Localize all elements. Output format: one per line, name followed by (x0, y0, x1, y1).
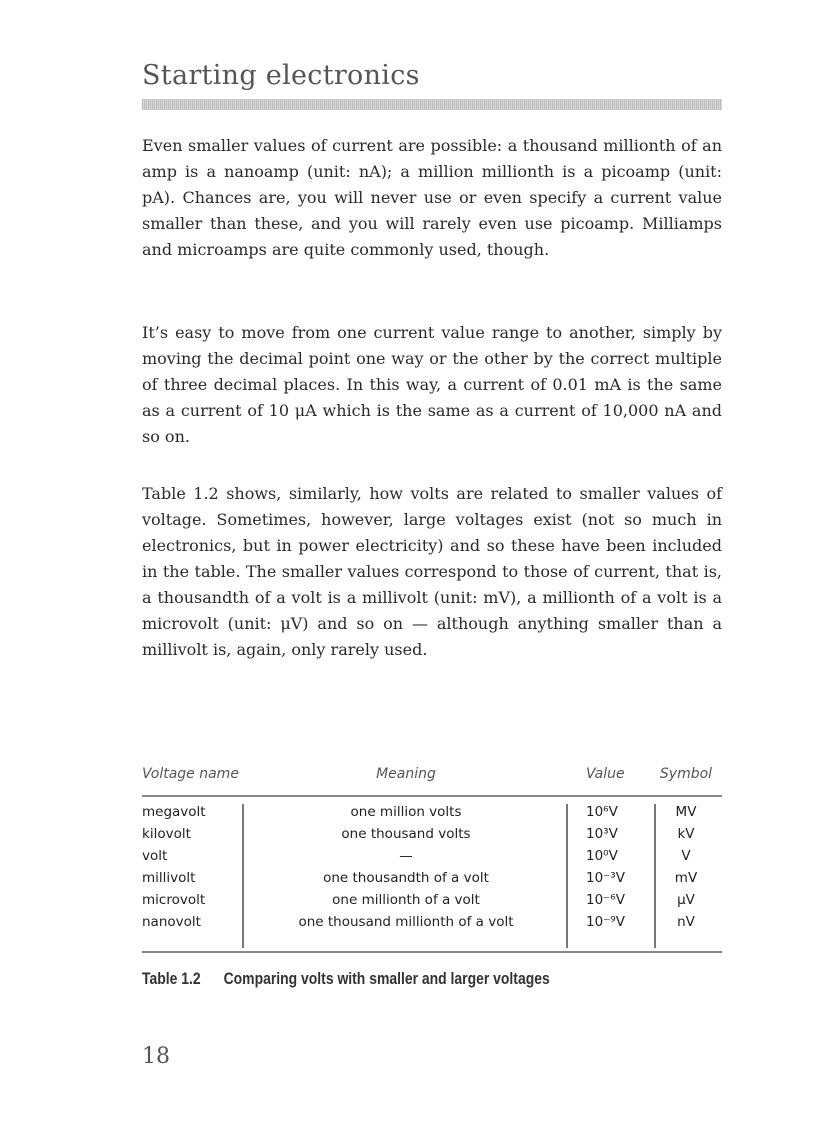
cell-meaning: one thousand volts (341, 826, 471, 842)
voltage-table (142, 766, 722, 930)
table-caption (142, 969, 550, 989)
paragraph-3: Table 1.2 shows, similarly, how volts are related to smaller values of voltage. Sometimes, however, large voltages exist (not so much in electronics, but in power electricity) and so these have been included in the table. The smaller values correspond to those of current, that is, a thousandth of a volt is a millivolt (unit: mV), a millionth of a volt is a microvolt (unit: μV) and so on — although anything smaller than a millivolt is, again, only rarely used. (142, 484, 722, 659)
table-header (142, 766, 722, 790)
header-value: Value (586, 766, 625, 782)
cell-voltage-name: nanovolt (142, 914, 201, 930)
table-rule-top (142, 795, 722, 797)
cell-meaning: one millionth of a volt (332, 892, 480, 908)
table-row (142, 870, 722, 892)
cell-voltage-name: kilovolt (142, 826, 191, 842)
header-rule (142, 99, 722, 110)
cell-meaning: one thousandth of a volt (323, 870, 489, 886)
cell-voltage-name: megavolt (142, 804, 206, 820)
table-row (142, 892, 722, 914)
cell-meaning: one million volts (350, 804, 462, 820)
cell-value: 10⁰V (586, 848, 618, 864)
page-number: 18 (142, 1044, 170, 1069)
cell-meaning: one thousand millionth of a volt (298, 914, 514, 930)
cell-value: 10⁻³V (586, 870, 625, 886)
table-body (142, 804, 722, 951)
caption-text: Comparing volts with smaller and larger voltages (223, 969, 550, 988)
cell-meaning: — (399, 848, 413, 864)
table-row (142, 914, 722, 936)
cell-symbol: μV (677, 892, 695, 908)
cell-symbol: mV (674, 870, 698, 886)
table-row (142, 804, 722, 826)
header-symbol: Symbol (659, 766, 713, 782)
cell-voltage-name: volt (142, 848, 168, 864)
cell-voltage-name: microvolt (142, 892, 206, 908)
cell-value: 10⁻⁹V (586, 914, 625, 930)
cell-voltage-name: millivolt (142, 870, 196, 886)
table-rule-bottom (142, 951, 722, 953)
cell-symbol: kV (677, 826, 695, 842)
header-meaning: Meaning (376, 766, 436, 782)
table-row (142, 826, 722, 848)
cell-value: 10⁶V (586, 804, 618, 820)
cell-value: 10⁻⁶V (586, 892, 625, 908)
cell-symbol: nV (677, 914, 695, 930)
cell-symbol: MV (675, 804, 697, 820)
running-header-title: Starting electronics (142, 60, 420, 91)
caption-label: Table 1.2 (142, 969, 201, 988)
table-row (142, 848, 722, 870)
paragraph-2: It’s easy to move from one current value range to another, simply by moving the decimal point one way or the other by the correct multiple of three decimal places. In this way, a current of 0.01 mA is the same as a current of 10 μA which is the same as a current of 10,000 nA and so on. (142, 323, 722, 446)
header-voltage-name: Voltage name (142, 766, 239, 782)
paragraph-1: Even smaller values of current are possible: a thousand millionth of an amp is a nanoamp (unit: nA); a million millionth is a picoamp (unit: pA). Chances are, you will never use or even specify a current value smaller than these, and you will rarely even use picoamp. Milliamps and microamps are quite commonly used, though. (142, 136, 722, 259)
cell-value: 10³V (586, 826, 618, 842)
cell-symbol: V (681, 848, 691, 864)
